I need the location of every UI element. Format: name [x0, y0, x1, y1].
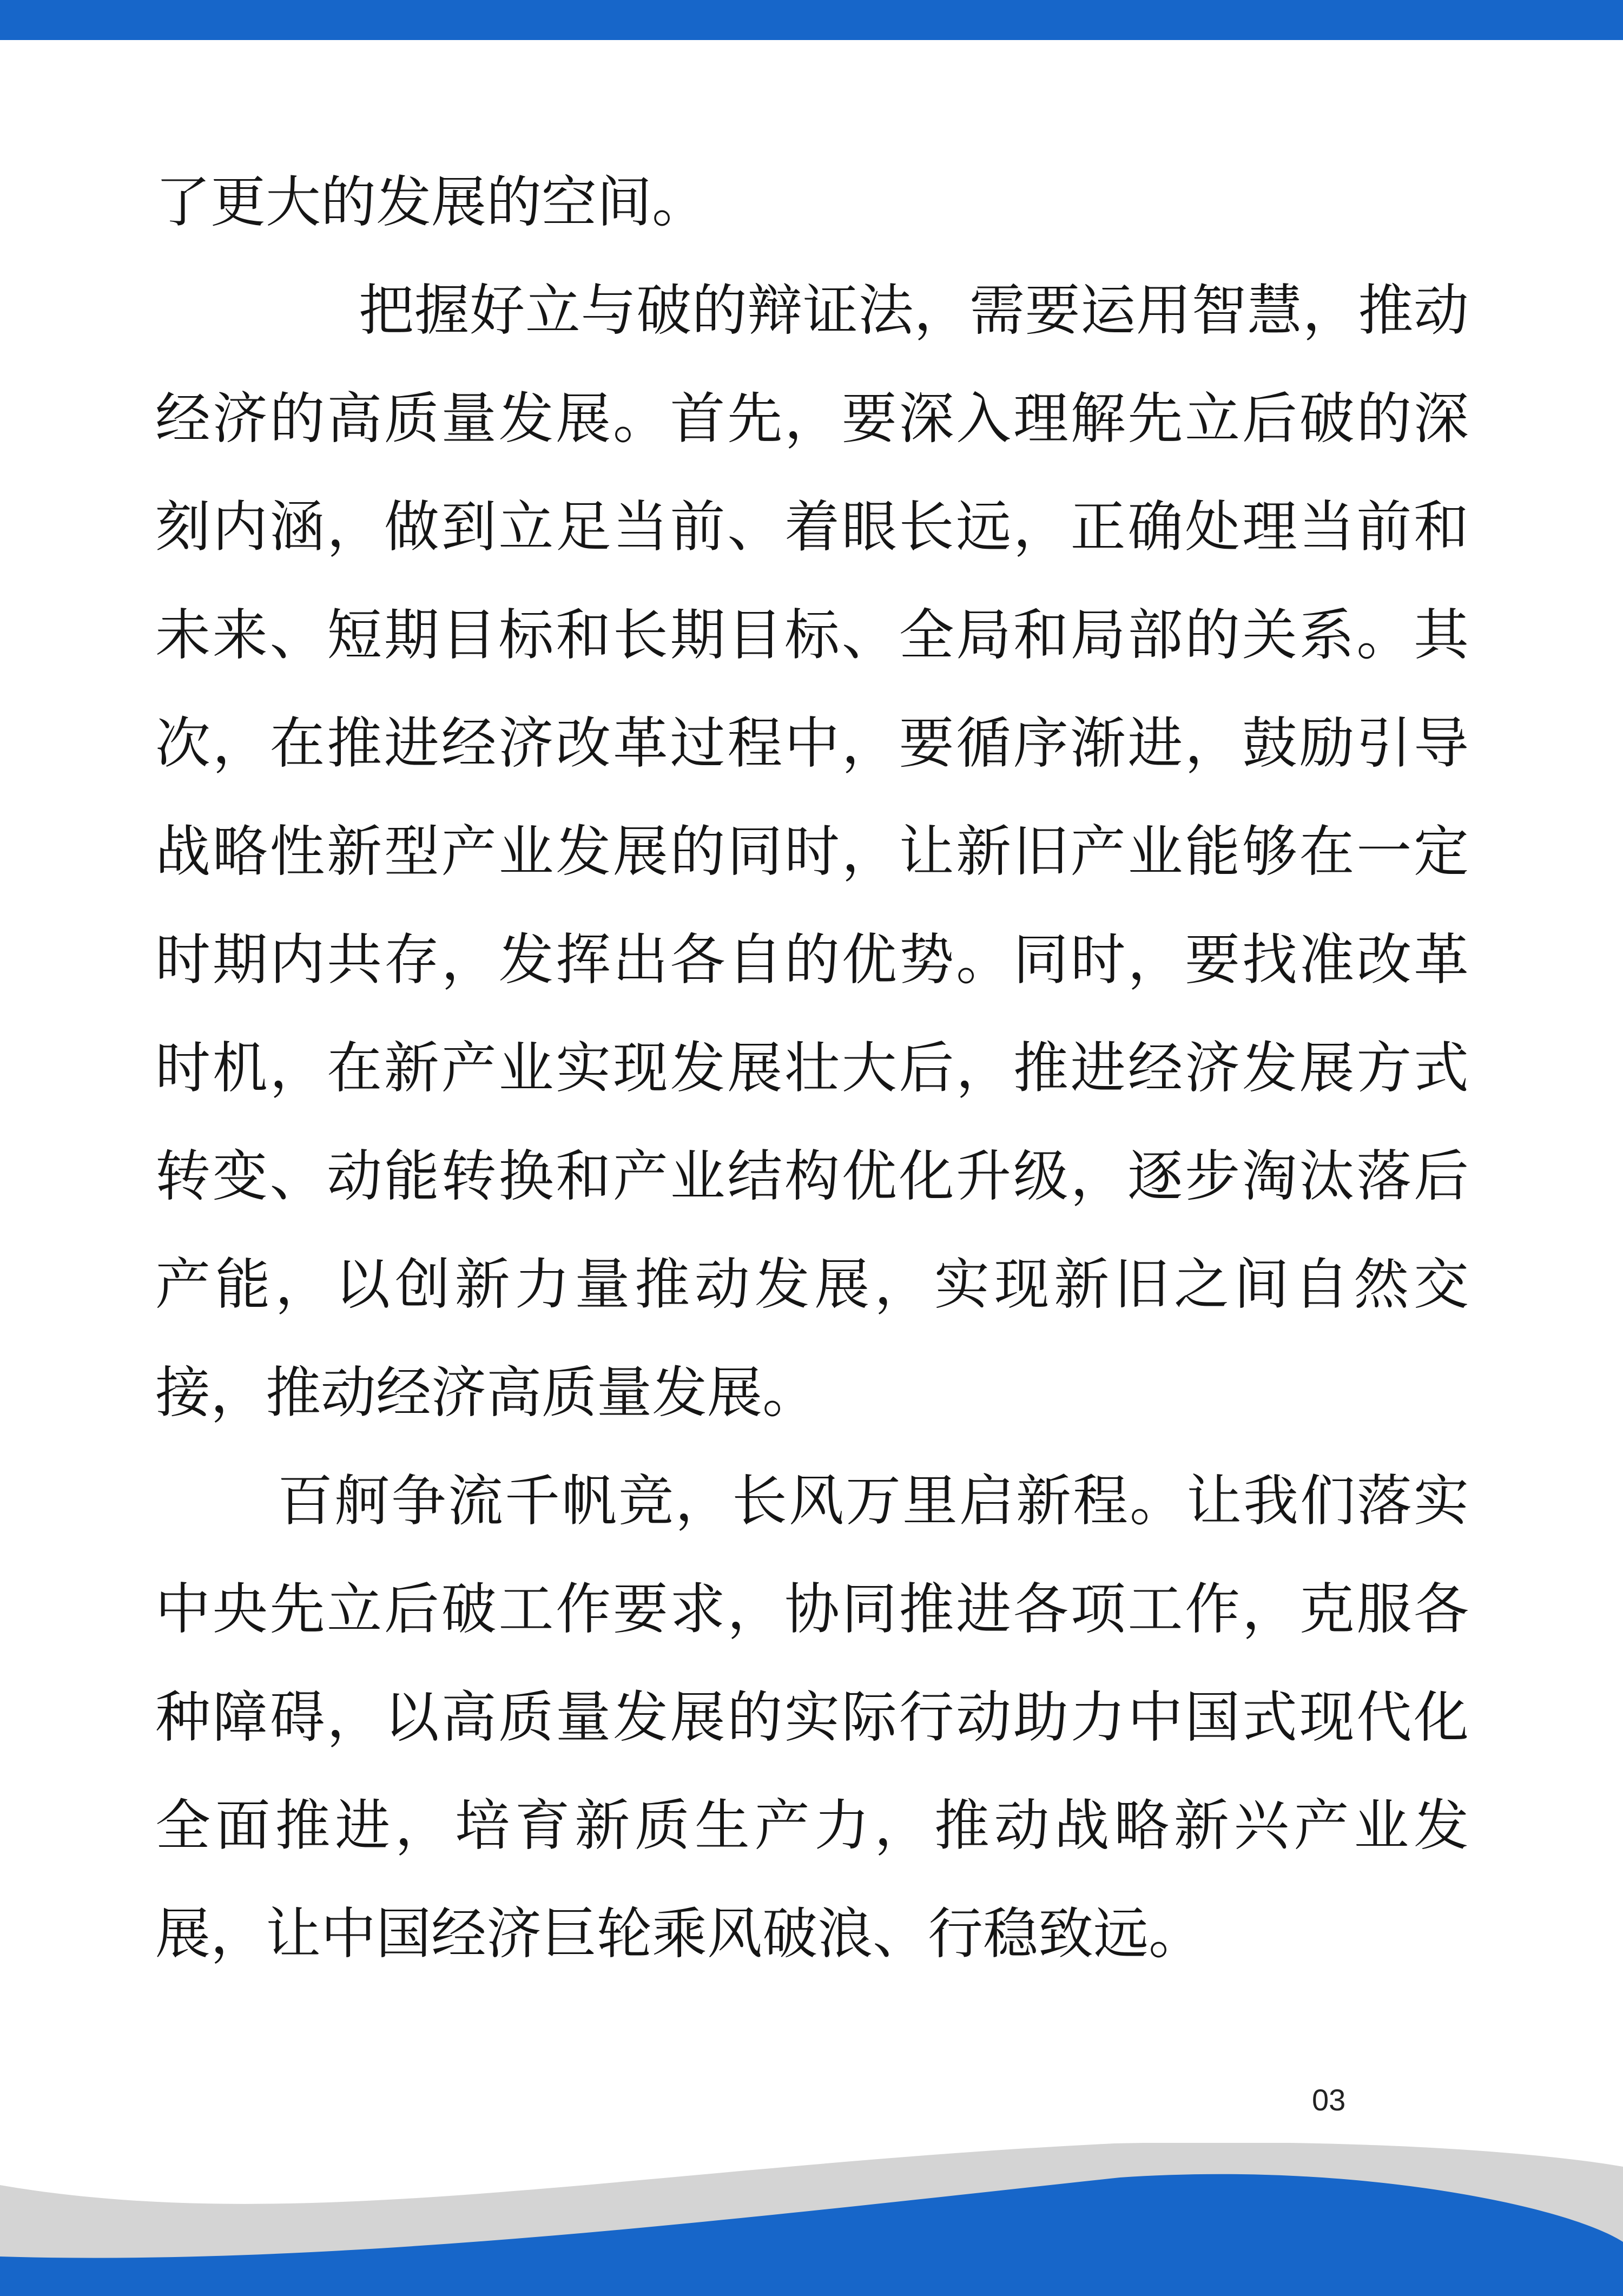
top-blue-band	[0, 0, 1623, 40]
page-number: 03	[1312, 2083, 1346, 2117]
paragraph-dialectics: 把握好立与破的辩证法，需要运用智慧，推动经济的高质量发展。首先，要深入理解先立后破的深刻内涵，做到立足当前、着眼长远，正确处理当前和未来、短期目标和长期目标、全局和局部的关系。其次，在推进经济改革过程中，要循序渐进，鼓励引导战略性新型产业发展的同时，让新旧产业能够在一定时期内共存，发挥出各自的优势。同时，要找准改革时机，在新产业实现发展壮大后，推进经济发展方式转变、动能转换和产业结构优化升级，逐步淘汰落后产能，以创新力量推动发展，实现新旧之间自然交接，推动经济高质量发展。	[155, 279, 1469, 1425]
bottom-wave-decoration	[0, 2143, 1623, 2296]
document-body	[155, 149, 1469, 1989]
paragraph-continuation: 了更大的发展的空间。	[155, 170, 707, 235]
paragraph-conclusion: 百舸争流千帆竞，长风万里启新程。让我们落实中央先立后破工作要求，协同推进各项工作，克服各种障碍，以高质量发展的实际行动助力中国式现代化全面推进，培育新质生产力，推动战略新兴产业发展，让中国经济巨轮乘风破浪、行稳致远。	[155, 1469, 1469, 1966]
